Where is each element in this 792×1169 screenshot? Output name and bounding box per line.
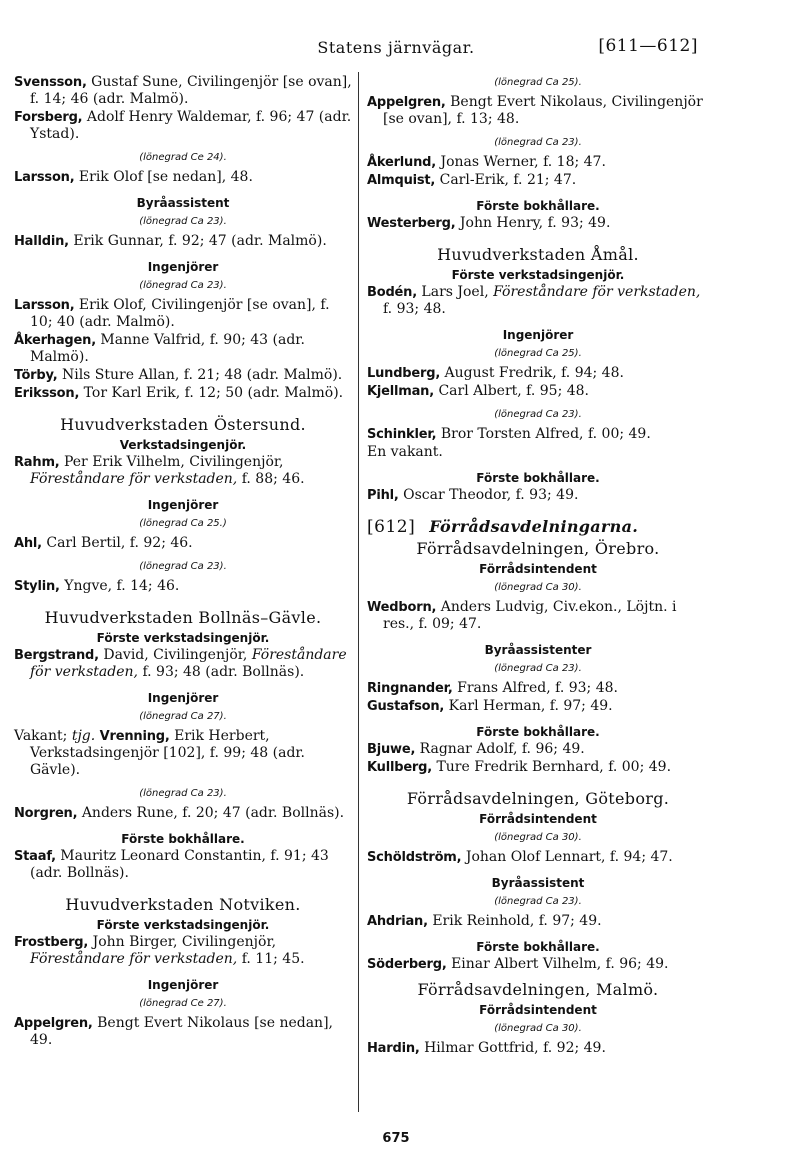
section-heading: Huvudverkstaden Östersund. xyxy=(60,415,306,434)
entry-name: Kullberg, xyxy=(367,760,432,775)
entry-name: Svensson, xyxy=(14,75,87,90)
entry-details: Jonas Werner, f. 18; 47. xyxy=(440,154,606,170)
subheading: Byråassistenter xyxy=(484,643,592,657)
entry-list xyxy=(367,680,709,715)
entry-details: Bengt Evert Nikolaus, Civilingenjör [se ovan], f. 13; 48. xyxy=(383,94,703,127)
entry-list xyxy=(14,74,352,143)
entry-name: Schinkler, xyxy=(367,427,437,442)
salary-grade: (lönegrad Ca 23). xyxy=(494,409,582,420)
list-item xyxy=(367,154,709,171)
list-item: Rahm, Per Erik Vilhelm, Civilingenjör, Föreståndare för verkstaden, f. 88; 46. xyxy=(14,454,305,487)
entry-name: Ringnander, xyxy=(367,681,453,696)
entry-list xyxy=(367,426,709,443)
entry-details: Adolf Henry Waldemar, f. 96; 47 (adr. Ystad). xyxy=(30,109,352,142)
entry-details: Bror Torsten Alfred, f. 00; 49. xyxy=(440,426,651,442)
right-column xyxy=(367,74,709,1058)
entry-name: Larsson, xyxy=(14,170,75,185)
list-item xyxy=(367,599,709,633)
entry-details: Carl-Erik, f. 21; 47. xyxy=(439,172,577,188)
salary-grade: (lönegrad Ce 27). xyxy=(139,998,227,1009)
entry-list xyxy=(14,578,352,595)
entry-name: Appelgren, xyxy=(367,95,446,110)
entry-details: Einar Albert Vilhelm, f. 96; 49. xyxy=(451,956,669,972)
entry-details: August Fredrik, f. 94; 48. xyxy=(444,365,624,381)
subheading: Ingenjörer xyxy=(147,260,219,274)
list-item xyxy=(14,297,352,331)
subheading: Förrådsintendent xyxy=(479,1003,597,1017)
entry-name: Westerberg, xyxy=(367,216,456,231)
subheading: Verkstadsingenjör. xyxy=(119,438,247,452)
entry-name: Wedborn, xyxy=(367,600,437,615)
entry-details: Erik Reinhold, f. 97; 49. xyxy=(432,913,602,929)
entry-name: Almquist, xyxy=(367,173,436,188)
entry-details: Nils Sture Allan, f. 21; 48 (adr. Malmö). xyxy=(61,367,343,383)
entry-name: Söderberg, xyxy=(367,957,447,972)
entry-name: Pihl, xyxy=(367,488,399,503)
entry-details: John Henry, f. 93; 49. xyxy=(459,215,611,231)
entry-list xyxy=(367,1040,709,1057)
list-item: Bergstrand, David, Civilingenjör, Föreståndare för verkstaden, f. 93; 48 (adr. Bollnäs). xyxy=(14,647,347,680)
list-item xyxy=(14,109,352,143)
chapter-heading xyxy=(367,518,709,536)
list-item xyxy=(14,1015,352,1049)
entry-name: Törby, xyxy=(14,368,58,383)
list-item xyxy=(14,332,352,366)
list-item xyxy=(14,535,352,552)
list-item xyxy=(367,172,709,189)
salary-grade: (lönegrad Ca 30). xyxy=(494,1023,582,1034)
subheading: Förste verkstadsingenjör. xyxy=(96,631,270,645)
entry-details: Erik Olof, Civilingenjör [se ovan], f. 10; 40 (adr. Malmö). xyxy=(30,297,330,330)
list-item: Vakant; tjg. Vrenning, Erik Herbert, Verkstadsingenjör [102], f. 99; 48 (adr. Gävle). xyxy=(14,728,306,778)
list-item xyxy=(367,383,709,400)
entry-name: Forsberg, xyxy=(14,110,83,125)
entry-details: Tor Karl Erik, f. 12; 50 (adr. Malmö). xyxy=(83,385,344,401)
subheading: Ingenjörer xyxy=(147,978,219,992)
section-heading: Förrådsavdelningen, Malmö. xyxy=(417,980,659,999)
entry-details: Erik Gunnar, f. 92; 47 (adr. Malmö). xyxy=(73,233,327,249)
entry-details: Hilmar Gottfrid, f. 92; 49. xyxy=(424,1040,606,1056)
entry-details: Bengt Evert Nikolaus [se nedan], 49. xyxy=(30,1015,333,1048)
entry-name: Ahl, xyxy=(14,536,42,551)
entry-list xyxy=(14,848,352,882)
left-column xyxy=(14,74,352,1050)
entry-list xyxy=(367,215,709,232)
vacancy-note: En vakant. xyxy=(367,444,443,460)
list-item xyxy=(14,74,352,108)
entry-details: Manne Valfrid, f. 90; 43 (adr. Malmö). xyxy=(30,332,305,365)
list-item xyxy=(367,956,709,973)
subheading: Förrådsintendent xyxy=(479,812,597,826)
entry-name: Kjellman, xyxy=(367,384,434,399)
list-item xyxy=(367,487,709,504)
entry-list xyxy=(367,956,709,973)
entry-list xyxy=(367,913,709,930)
subheading: Ingenjörer xyxy=(502,328,574,342)
list-item xyxy=(14,805,352,822)
salary-grade: (lönegrad Ca 25.) xyxy=(139,518,227,529)
list-item xyxy=(14,578,352,595)
salary-grade: (lönegrad Ca 25). xyxy=(494,77,582,88)
salary-grade: (lönegrad Ca 23). xyxy=(139,561,227,572)
salary-grade: (lönegrad Ca 27). xyxy=(139,711,227,722)
column-divider xyxy=(358,72,359,1112)
list-item xyxy=(367,94,709,128)
entry-details: Oscar Theodor, f. 93; 49. xyxy=(403,487,579,503)
entry-name: Stylin, xyxy=(14,579,60,594)
list-item xyxy=(367,365,709,382)
entry-details: Ture Fredrik Bernhard, f. 00; 49. xyxy=(436,759,672,775)
entry-name: Bjuwe, xyxy=(367,742,416,757)
entry-name: Appelgren, xyxy=(14,1016,93,1031)
entry-name: Norgren, xyxy=(14,806,78,821)
entry-list xyxy=(367,599,709,633)
section-heading: Huvudverkstaden Notviken. xyxy=(65,895,301,914)
entry-name: Ahdrian, xyxy=(367,914,428,929)
subheading: Förste bokhållare. xyxy=(476,940,600,954)
entry-list xyxy=(14,805,352,822)
salary-grade: (lönegrad Ca 23). xyxy=(139,788,227,799)
entry-list xyxy=(14,1015,352,1049)
entry-details: Gustaf Sune, Civilingenjör [se ovan], f. 14; 46 (adr. Malmö). xyxy=(30,74,352,107)
chapter-title: Förrådsavdelningarna. xyxy=(429,517,639,536)
section-heading: Förrådsavdelningen, Örebro. xyxy=(416,539,660,558)
list-item: Frostberg, John Birger, Civilingenjör, Föreståndare för verkstaden, f. 11; 45. xyxy=(14,934,305,967)
entry-name: Larsson, xyxy=(14,298,75,313)
entry-details: Anders Rune, f. 20; 47 (adr. Bollnäs). xyxy=(81,805,345,821)
entry-list xyxy=(367,365,709,400)
subheading: Förrådsintendent xyxy=(479,562,597,576)
list-item xyxy=(367,680,709,697)
subheading: Förste verkstadsingenjör. xyxy=(96,918,270,932)
entry-name: Åkerlund, xyxy=(367,155,436,170)
entry-list xyxy=(14,233,352,250)
section-heading: Huvudverkstaden Åmål. xyxy=(437,245,639,264)
subheading: Byråassistent xyxy=(136,196,230,210)
subheading: Byråassistent xyxy=(491,876,585,890)
list-item xyxy=(14,385,352,402)
entry-details: Karl Herman, f. 97; 49. xyxy=(448,698,613,714)
section-range: [611—612] xyxy=(598,36,698,56)
entry-list xyxy=(14,297,352,402)
list-item xyxy=(367,215,709,232)
list-item xyxy=(14,233,352,250)
running-title: Statens järnvägar. xyxy=(317,38,475,57)
list-item: Bodén, Lars Joel, Föreståndare för verkstaden, f. 93; 48. xyxy=(367,284,701,317)
salary-grade: (lönegrad Ca 23). xyxy=(139,216,227,227)
entry-details: Johan Olof Lennart, f. 94; 47. xyxy=(465,849,673,865)
subheading: Förste bokhållare. xyxy=(476,725,600,739)
list-item xyxy=(367,741,709,758)
subheading: Förste bokhållare. xyxy=(476,199,600,213)
salary-grade: (lönegrad Ca 23). xyxy=(494,896,582,907)
subheading: Förste bokhållare. xyxy=(476,471,600,485)
entry-details: Carl Bertil, f. 92; 46. xyxy=(46,535,193,551)
salary-grade: (lönegrad Ca 30). xyxy=(494,832,582,843)
entry-name: Hardin, xyxy=(367,1041,420,1056)
salary-grade: (lönegrad Ca 25). xyxy=(494,348,582,359)
list-item xyxy=(367,913,709,930)
entry-name: Gustafson, xyxy=(367,699,445,714)
entry-name: Åkerhagen, xyxy=(14,333,96,348)
entry-list xyxy=(367,849,709,866)
list-item xyxy=(367,849,709,866)
entry-name: Eriksson, xyxy=(14,386,80,401)
list-item xyxy=(367,698,709,715)
salary-grade: (lönegrad Ca 23). xyxy=(139,280,227,291)
entry-details: Erik Olof [se nedan], 48. xyxy=(78,169,253,185)
entry-list xyxy=(367,154,709,189)
subheading: Förste bokhållare. xyxy=(121,832,245,846)
entry-list xyxy=(367,741,709,776)
list-item xyxy=(14,848,352,882)
section-heading: Förrådsavdelningen, Göteborg. xyxy=(406,789,670,808)
entry-details: Frans Alfred, f. 93; 48. xyxy=(457,680,618,696)
salary-grade: (lönegrad Ca 23). xyxy=(494,137,582,148)
page-number: 675 xyxy=(382,1131,410,1146)
subheading: Ingenjörer xyxy=(147,498,219,512)
salary-grade: (lönegrad Ce 24). xyxy=(139,152,227,163)
salary-grade: (lönegrad Ca 23). xyxy=(494,663,582,674)
salary-grade: (lönegrad Ca 30). xyxy=(494,582,582,593)
list-item xyxy=(367,759,709,776)
list-item xyxy=(367,426,709,443)
entry-details: Yngve, f. 14; 46. xyxy=(64,578,180,594)
entry-details: Mauritz Leonard Constantin, f. 91; 43 (adr. Bollnäs). xyxy=(30,848,329,881)
entry-list xyxy=(367,94,709,128)
list-item xyxy=(14,169,352,186)
entry-details: Anders Ludvig, Civ.ekon., Löjtn. i res., f. 09; 47. xyxy=(383,599,677,632)
entry-name: Staaf, xyxy=(14,849,56,864)
entry-name: Halldin, xyxy=(14,234,69,249)
subheading: Förste verkstadsingenjör. xyxy=(451,268,625,282)
entry-name: Lundberg, xyxy=(367,366,441,381)
entry-details: Ragnar Adolf, f. 96; 49. xyxy=(419,741,585,757)
section-heading: Huvudverkstaden Bollnäs–Gävle. xyxy=(44,608,322,627)
entry-list xyxy=(14,535,352,552)
list-item xyxy=(14,367,352,384)
entry-list xyxy=(14,169,352,186)
entry-list xyxy=(367,487,709,504)
chapter-number: [612] xyxy=(367,517,416,537)
entry-name: Schöldström, xyxy=(367,850,462,865)
subheading: Ingenjörer xyxy=(147,691,219,705)
list-item xyxy=(367,1040,709,1057)
entry-details: Carl Albert, f. 95; 48. xyxy=(438,383,589,399)
